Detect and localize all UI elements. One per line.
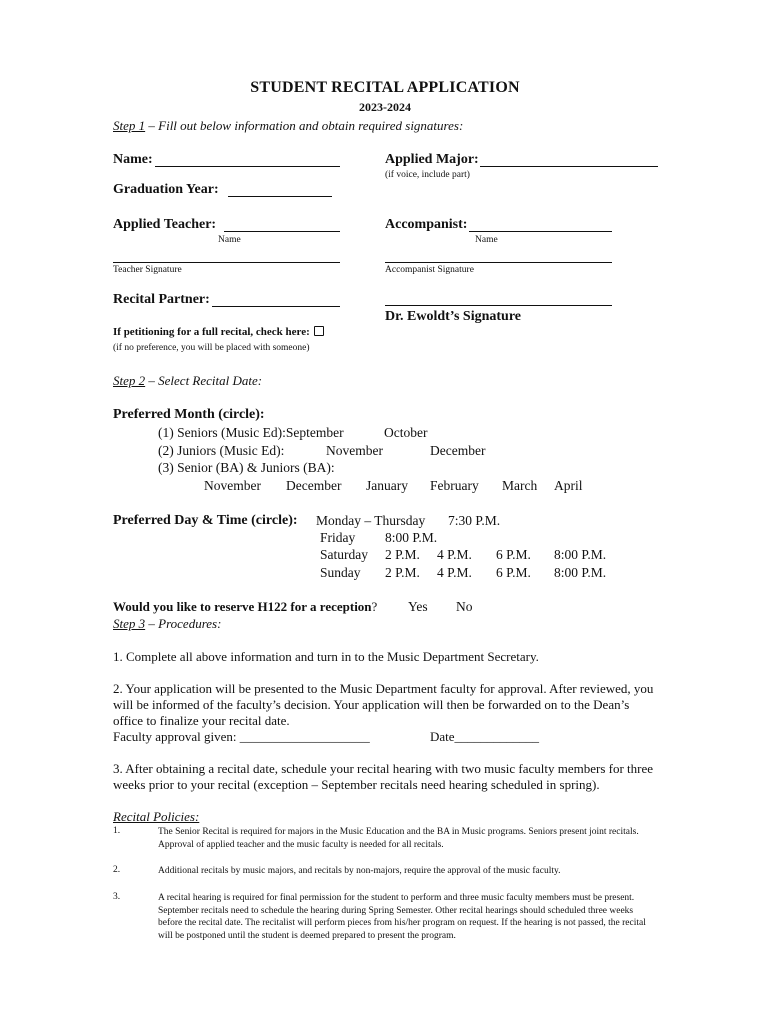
policy-text: A recital hearing is required for final permission for the student to perform and three music faculty members must be present. September recitals need to schedule the hearing during Spring Semester. Other recital hearings should scheduled three weeks before the recital date. The recitalist will perform pieces from his/her program on request. If the hearing is not passed, the recital will be postponed until the student is deemed prepared to present the program. (158, 893, 646, 941)
reception-question-mark: ? (371, 599, 378, 614)
petition-checkbox[interactable] (314, 326, 324, 336)
applied-major-note: (if voice, include part) (385, 170, 470, 180)
day-friday[interactable]: Friday (320, 530, 356, 545)
petition-label: If petitioning for a full recital, check here: (113, 326, 310, 338)
dr-signature-line[interactable] (385, 305, 612, 306)
preferred-month-heading: Preferred Month (circle): (113, 407, 265, 422)
time-option[interactable]: 2 P.M. (385, 547, 420, 562)
policy-text: Additional recitals by music majors, and recitals by non-majors, require the approval of the music faculty. (158, 866, 561, 876)
procedure-2: 2. Your application will be presented to the Music Department faculty for approval. After reviewed, you will be informed of the faculty’s decision. Your application will then be forwarded on to the Dean’s office to finalize your recital date. (113, 681, 654, 728)
procedure-3: 3. After obtaining a recital date, schedule your recital hearing with two music faculty members for three weeks prior to your recital (exception – September recitals need hearing scheduled in spring). (113, 761, 654, 792)
reception-yes[interactable]: Yes (408, 599, 428, 614)
time-option[interactable]: 8:00 P.M. (385, 530, 438, 545)
policies-heading: Recital Policies: (113, 809, 200, 824)
accompanist-signature-caption: Accompanist Signature (385, 265, 474, 275)
name-label: Name: (113, 152, 153, 167)
month-option[interactable]: December (286, 478, 342, 493)
time-option[interactable]: 8:00 P.M. (554, 565, 607, 580)
graduation-year-label: Graduation Year: (113, 182, 219, 197)
reception-question (113, 599, 377, 615)
policy-number: 1. (113, 826, 121, 836)
step3-heading (113, 616, 221, 632)
month-option-december-ed[interactable]: December (430, 443, 486, 458)
teacher-signature-line[interactable] (113, 262, 340, 263)
applied-teacher-field[interactable] (224, 231, 340, 232)
dr-signature-caption: Dr. Ewoldt’s Signature (385, 309, 522, 324)
policy-number: 3. (113, 892, 121, 902)
recital-partner-label: Recital Partner: (113, 292, 210, 307)
academic-year: 2023-2024 (359, 100, 411, 114)
day-saturday[interactable]: Saturday (320, 547, 368, 562)
approval-date-field[interactable]: Date_____________ (430, 729, 540, 744)
month-row2-label: (2) Juniors (Music Ed): (158, 443, 285, 458)
month-option-november-ed[interactable]: November (326, 443, 383, 458)
step3-text: – Procedures: (145, 616, 222, 631)
policy-number: 2. (113, 865, 121, 875)
step1-label: Step 1 (113, 118, 146, 133)
reception-no[interactable]: No (456, 599, 473, 614)
faculty-approval-field[interactable]: Faculty approval given: ____________________ (113, 729, 370, 744)
recital-partner-field[interactable] (212, 306, 340, 307)
step2-label: Step 2 (113, 373, 146, 388)
day-sunday[interactable]: Sunday (320, 565, 361, 580)
month-row3-label: (3) Senior (BA) & Juniors (BA): (158, 460, 335, 475)
month-option[interactable]: April (554, 478, 583, 493)
accompanist-signature-line[interactable] (385, 262, 612, 263)
accompanist-field[interactable] (469, 231, 612, 232)
month-option-october[interactable]: October (384, 425, 428, 440)
preferred-daytime-heading: Preferred Day & Time (circle): (113, 513, 298, 528)
month-option[interactable]: February (430, 478, 479, 493)
month-row1-label: (1) Seniors (Music Ed):September (158, 425, 344, 440)
month-option[interactable]: January (366, 478, 408, 493)
step1-text: – Fill out below information and obtain required signatures: (145, 118, 464, 133)
teacher-signature-caption: Teacher Signature (113, 265, 182, 275)
time-option[interactable]: 2 P.M. (385, 565, 420, 580)
name-field[interactable] (155, 166, 340, 167)
applied-major-field[interactable] (480, 166, 658, 167)
step2-heading (113, 373, 262, 389)
graduation-year-field[interactable] (228, 196, 332, 197)
month-option[interactable]: March (502, 478, 538, 493)
time-option[interactable]: 8:00 P.M. (554, 547, 607, 562)
step1-heading (113, 118, 463, 134)
applied-major-label: Applied Major: (385, 152, 479, 167)
step3-label: Step 3 (113, 616, 146, 631)
accompanist-name-caption: Name (475, 235, 498, 245)
time-option[interactable]: 6 P.M. (496, 547, 531, 562)
day-monday-thursday[interactable]: Monday – Thursday (316, 513, 426, 528)
time-option[interactable]: 4 P.M. (437, 547, 472, 562)
page-title: STUDENT RECITAL APPLICATION (250, 79, 520, 96)
teacher-name-caption: Name (218, 235, 241, 245)
procedure-1: 1. Complete all above information and turn in to the Music Department Secretary. (113, 649, 539, 664)
reception-question-text: Would you like to reserve H122 for a reception (113, 599, 372, 614)
policy-text: The Senior Recital is required for majors in the Music Education and the BA in Music programs. Seniors present joint recitals. Approval of applied teacher and the music faculty is needed for all recitals. (158, 827, 639, 850)
applied-teacher-label: Applied Teacher: (113, 217, 217, 232)
time-option[interactable]: 4 P.M. (437, 565, 472, 580)
accompanist-label: Accompanist: (385, 217, 468, 232)
step2-text: – Select Recital Date: (145, 373, 263, 388)
time-option[interactable]: 6 P.M. (496, 565, 531, 580)
petition-row (113, 326, 324, 338)
month-option[interactable]: November (204, 478, 261, 493)
petition-note: (if no preference, you will be placed with someone) (113, 343, 310, 353)
time-option[interactable]: 7:30 P.M. (448, 513, 501, 528)
